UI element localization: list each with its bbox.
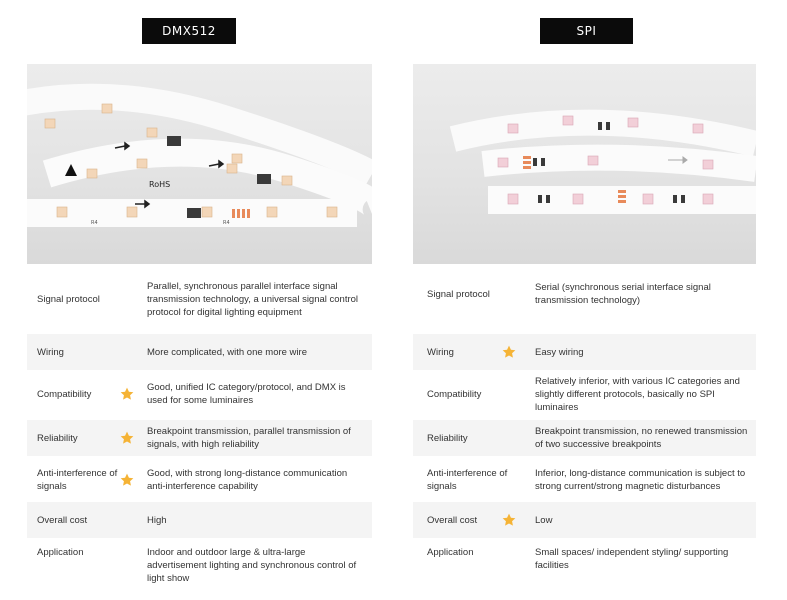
row-label: Overall cost [427, 514, 478, 526]
table-row [413, 334, 756, 370]
table-row [413, 542, 756, 582]
table-row [413, 268, 756, 320]
row-label: Signal protocol [37, 293, 100, 305]
row-value: Indoor and outdoor large & ultra-large advertisement lighting and synchronous control of light show [147, 547, 357, 584]
row-value: Good, with strong long-distance communication anti-interference capability [147, 468, 348, 492]
spi-led-strip-photo [413, 64, 756, 264]
row-value: Good, unified IC category/protocol, and DMX is used for some luminaires [147, 382, 346, 406]
table-row [413, 502, 756, 538]
row-label: Application [37, 547, 84, 558]
star-icon [119, 472, 135, 488]
row-label: Wiring [427, 346, 454, 358]
row-label: Wiring [37, 346, 64, 358]
row-label: Overall cost [37, 514, 88, 526]
row-label: Compatibility [427, 388, 482, 400]
table-row [27, 460, 372, 500]
star-icon [119, 430, 135, 446]
row-value: More complicated, with one more wire [147, 346, 307, 358]
row-value: Parallel, synchronous parallel interface signal transmission technology, a universal signal control protocol for digital lighting equipment [147, 280, 359, 318]
row-label: Application [427, 547, 474, 558]
row-label: Anti-interference of signals [427, 468, 508, 492]
table-row [27, 268, 372, 330]
rohs-mark: RoHS [149, 180, 171, 189]
row-label: Reliability [427, 432, 468, 444]
row-label: Reliability [37, 432, 78, 444]
table-row [27, 374, 372, 414]
pad-label-a: R4 [91, 220, 98, 226]
dmx512-led-strip-image [27, 64, 372, 264]
row-value: Serial (synchronous serial interface signal transmission technology) [535, 282, 711, 306]
row-value: High [147, 514, 167, 526]
row-value: Easy wiring [535, 346, 584, 358]
row-value: Inferior, long-distance communication is subject to strong current/strong magnetic disturbances [535, 468, 746, 492]
table-row [413, 420, 756, 456]
spi-title: SPI [540, 18, 633, 44]
row-value: Relatively inferior, with various IC categories and slightly different protocols, basically no SPI luminaires [535, 375, 740, 413]
star-icon [501, 512, 517, 528]
spi-led-strip-image [413, 64, 756, 264]
table-row [27, 420, 372, 456]
pad-label-b: R4 [223, 220, 230, 226]
row-label: Compatibility [37, 388, 92, 400]
row-value: Breakpoint transmission, parallel transmission of signals, with high reliability [147, 426, 351, 450]
row-value: Low [535, 514, 553, 526]
star-icon [501, 344, 517, 360]
star-icon [119, 386, 135, 402]
row-label: Signal protocol [427, 288, 490, 300]
dmx512-title: DMX512 [142, 18, 236, 44]
table-row [27, 542, 372, 590]
dmx512-led-strip-photo [27, 64, 372, 264]
row-value: Breakpoint transmission, no renewed transmission of two successive breakpoints [535, 426, 748, 450]
table-row [413, 372, 756, 416]
table-row [27, 334, 372, 370]
row-value: Small spaces/ independent styling/ supporting facilities [535, 547, 729, 571]
row-label: Anti-interference of signals [37, 468, 118, 492]
table-row [27, 502, 372, 538]
table-row [413, 460, 756, 500]
